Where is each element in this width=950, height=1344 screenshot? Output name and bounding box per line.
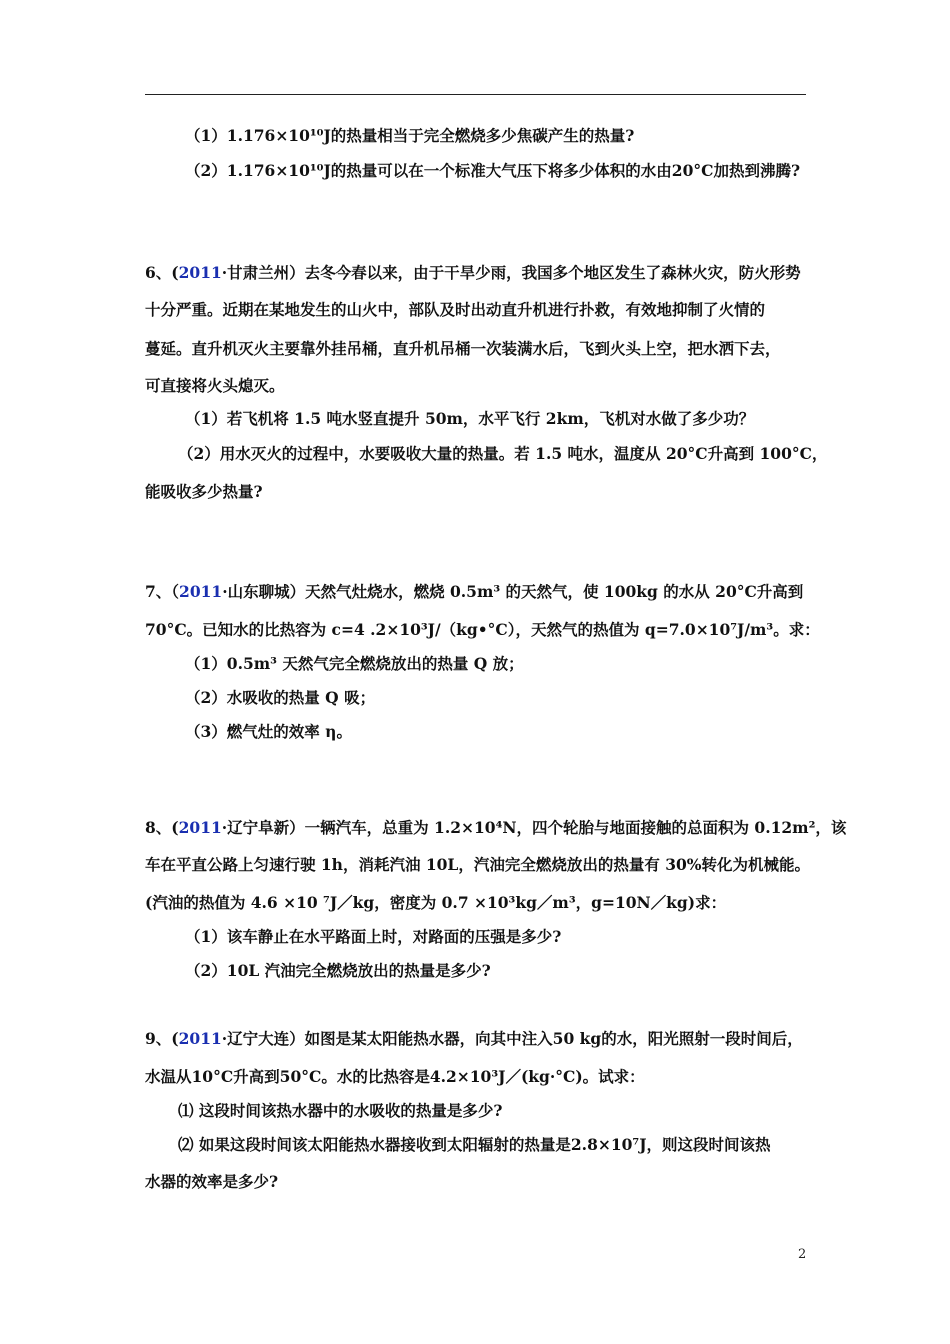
question-8-source-text: ·辽宁阜新）一辆汽车，总重为 1.2×10⁴N，四个轮胎与地面接触的总面积为 0.12m²，该 bbox=[221, 818, 847, 837]
question-6-number: 6、( bbox=[145, 263, 179, 282]
question-7-year: 2011 bbox=[179, 582, 223, 601]
question-6-line: 十分严重。近期在某地发生的山火中，部队及时出动直升机进行扑救，有效地抑制了火情的 bbox=[145, 300, 766, 319]
question-9-source-text: ·辽宁大连）如图是某太阳能热水器，向其中注入50 kg的水，阳光照射一段时间后， bbox=[221, 1029, 803, 1048]
question-6-line: 可直接将火头熄灭。 bbox=[145, 376, 285, 395]
question-5-part-1: （1）1.176×10¹⁰J的热量相当于完全燃烧多少焦碳产生的热量? bbox=[185, 126, 635, 145]
question-7-number: 7、（ bbox=[145, 582, 180, 601]
question-8-line: 车在平直公路上匀速行驶 1h，消耗汽油 10L，汽油完全燃烧放出的热量有 30%转化为机械能。 bbox=[145, 855, 811, 874]
page-number: 2 bbox=[798, 1247, 807, 1262]
question-7-part-3: （3）燃气灶的效率 η。 bbox=[185, 722, 352, 741]
question-6-part-1: （1）若飞机将 1.5 吨水竖直提升 50m，水平飞行 2km，飞机对水做了多少功？ bbox=[185, 409, 755, 428]
question-6-line: 蔓延。直升机灭火主要靠外挂吊桶，直升机吊桶一次装满水后，飞到火头上空，把水洒下去， bbox=[145, 339, 781, 358]
question-9-heading bbox=[145, 1029, 803, 1049]
question-8-part-1: （1）该车静止在水平路面上时，对路面的压强是多少? bbox=[185, 927, 562, 946]
question-6-part-2-cont: 能吸收多少热量? bbox=[145, 482, 263, 501]
question-6-year: 2011 bbox=[178, 263, 222, 282]
question-5-part-2: （2）1.176×10¹⁰J的热量可以在一个标准大气压下将多少体积的水由20°C加热到沸腾? bbox=[185, 161, 801, 180]
question-6-source-text: ·甘肃兰州）去冬今春以来，由于干旱少雨，我国多个地区发生了森林火灾，防火形势 bbox=[221, 263, 801, 282]
question-7-source-text: ·山东聊城）天然气灶烧水，燃烧 0.5m³ 的天然气，使 100kg 的水从 20°C升高到 bbox=[222, 582, 804, 601]
question-9-year: 2011 bbox=[178, 1029, 222, 1048]
question-9-number: 9、( bbox=[145, 1029, 179, 1048]
question-6-heading bbox=[145, 263, 801, 283]
question-9-part-1: ⑴ 这段时间该热水器中的水吸收的热量是多少? bbox=[178, 1101, 503, 1120]
question-9-part-2: ⑵ 如果这段时间该太阳能热水器接收到太阳辐射的热量是2.8×10⁷J，则这段时间该热 bbox=[178, 1135, 771, 1154]
question-7-line: 70°C。已知水的比热容为 c=4 .2×10³J/（kg•°C），天然气的热值为 q=7.0×10⁷J/m³。求： bbox=[145, 620, 820, 639]
question-9-part-2-cont: 水器的效率是多少? bbox=[145, 1172, 279, 1191]
question-6-part-2: （2）用水灭火的过程中，水要吸收大量的热量。若 1.5 吨水，温度从 20°C升高到 100°C， bbox=[178, 444, 828, 463]
question-8-number: 8、( bbox=[145, 818, 179, 837]
question-8-year: 2011 bbox=[178, 818, 222, 837]
question-7-part-1: （1）0.5m³ 天然气完全燃烧放出的热量 Q 放； bbox=[185, 654, 524, 673]
question-8-line: (汽油的热值为 4.6 ×10 ⁷J／kg，密度为 0.7 ×10³kg／m³，g=10N／kg)求： bbox=[145, 893, 727, 912]
question-9-line: 水温从10°C升高到50°C。水的比热容是4.2×10³J／(kg·°C)。试求： bbox=[145, 1067, 645, 1086]
question-8-part-2: （2）10L 汽油完全燃烧放出的热量是多少? bbox=[185, 961, 491, 980]
question-7-part-2: （2）水吸收的热量 Q 吸； bbox=[185, 688, 376, 707]
header-rule bbox=[145, 94, 806, 95]
question-7-heading bbox=[145, 582, 803, 602]
question-8-heading bbox=[145, 818, 846, 838]
